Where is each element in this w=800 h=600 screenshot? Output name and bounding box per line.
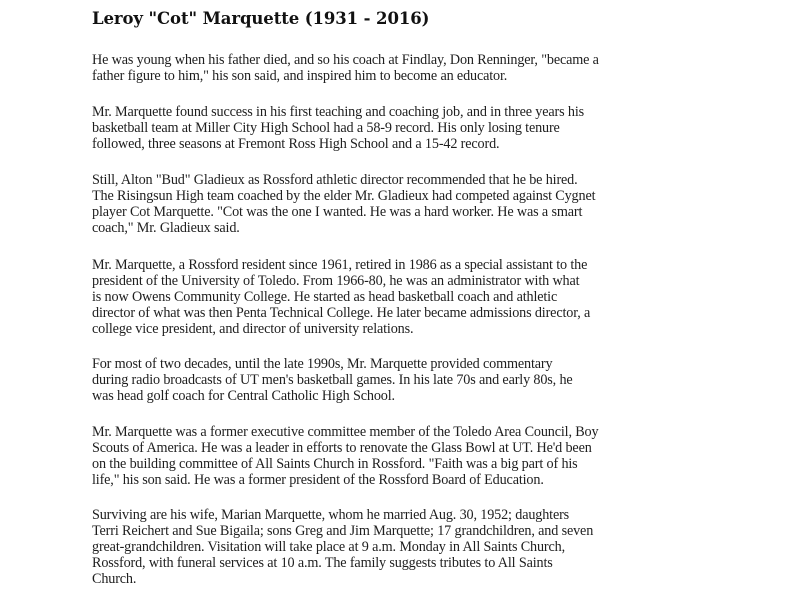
text-line: followed, three seasons at Fremont Ross High School and a 15-42 record.	[92, 136, 500, 152]
text-line: director of what was then Penta Technical College. He later became admissions director, a	[92, 305, 591, 321]
text-line: college vice president, and director of university relations.	[92, 321, 414, 337]
text-line: father figure to him," his son said, and inspired him to become an educator.	[92, 68, 508, 84]
text-line: He was young when his father died, and so his coach at Findlay, Don Renninger, "became a	[92, 52, 599, 68]
text-line: is now Owens Community College. He started as head basketball coach and athletic	[92, 289, 558, 305]
text-line: on the building committee of All Saints Church in Rossford. "Faith was a big part of his	[92, 456, 578, 472]
paragraph-rossford-hire	[92, 172, 595, 236]
text-line: Scouts of America. He was a leader in efforts to renovate the Glass Bowl at UT. He'd been	[92, 440, 592, 456]
text-line: Mr. Marquette found success in his first teaching and coaching job, and in three years his	[92, 104, 584, 120]
paragraph-broadcasting	[92, 356, 573, 404]
text-line: Still, Alton "Bud" Gladieux as Rossford athletic director recommended that he be hired.	[92, 172, 578, 188]
paragraph-coaching-career	[92, 104, 584, 152]
text-line: president of the University of Toledo. From 1966-80, he was an administrator with what	[92, 273, 580, 289]
text-line: Church.	[92, 571, 137, 587]
paragraph-early-life	[92, 52, 599, 84]
text-line: Surviving are his wife, Marian Marquette, whom he married Aug. 30, 1952; daughters	[92, 507, 570, 523]
paragraph-university-career	[92, 257, 590, 337]
text-line: was head golf coach for Central Catholic High School.	[92, 388, 395, 404]
text-line: Terri Reichert and Sue Bigaila; sons Greg and Jim Marquette; 17 grandchildren, and seven	[92, 523, 594, 539]
text-line: Mr. Marquette was a former executive committee member of the Toledo Area Council, Boy	[92, 424, 599, 440]
text-line: Rossford, with funeral services at 10 a.m. The family suggests tributes to All Saints	[92, 555, 553, 571]
text-line: The Risingsun High team coached by the elder Mr. Gladieux had competed against Cygnet	[92, 188, 596, 204]
paragraph-community-service	[92, 424, 598, 488]
paragraph-survivors	[92, 507, 593, 587]
text-line: Mr. Marquette, a Rossford resident since 1961, retired in 1986 as a special assistant to the	[92, 257, 588, 273]
text-line: player Cot Marquette. "Cot was the one I wanted. He was a hard worker. He was a smart	[92, 204, 583, 220]
text-line: basketball team at Miller City High School had a 58-9 record. His only losing tenure	[92, 120, 560, 136]
document-title: Leroy "Cot" Marquette (1931 - 2016)	[92, 9, 430, 28]
text-line: For most of two decades, until the late 1990s, Mr. Marquette provided commentary	[92, 356, 553, 372]
text-line: during radio broadcasts of UT men's basketball games. In his late 70s and early 80s, he	[92, 372, 573, 388]
text-line: great-grandchildren. Visitation will take place at 9 a.m. Monday in All Saints Church,	[92, 539, 565, 555]
text-line: life," his son said. He was a former president of the Rossford Board of Education.	[92, 472, 544, 488]
text-line: coach," Mr. Gladieux said.	[92, 220, 240, 236]
